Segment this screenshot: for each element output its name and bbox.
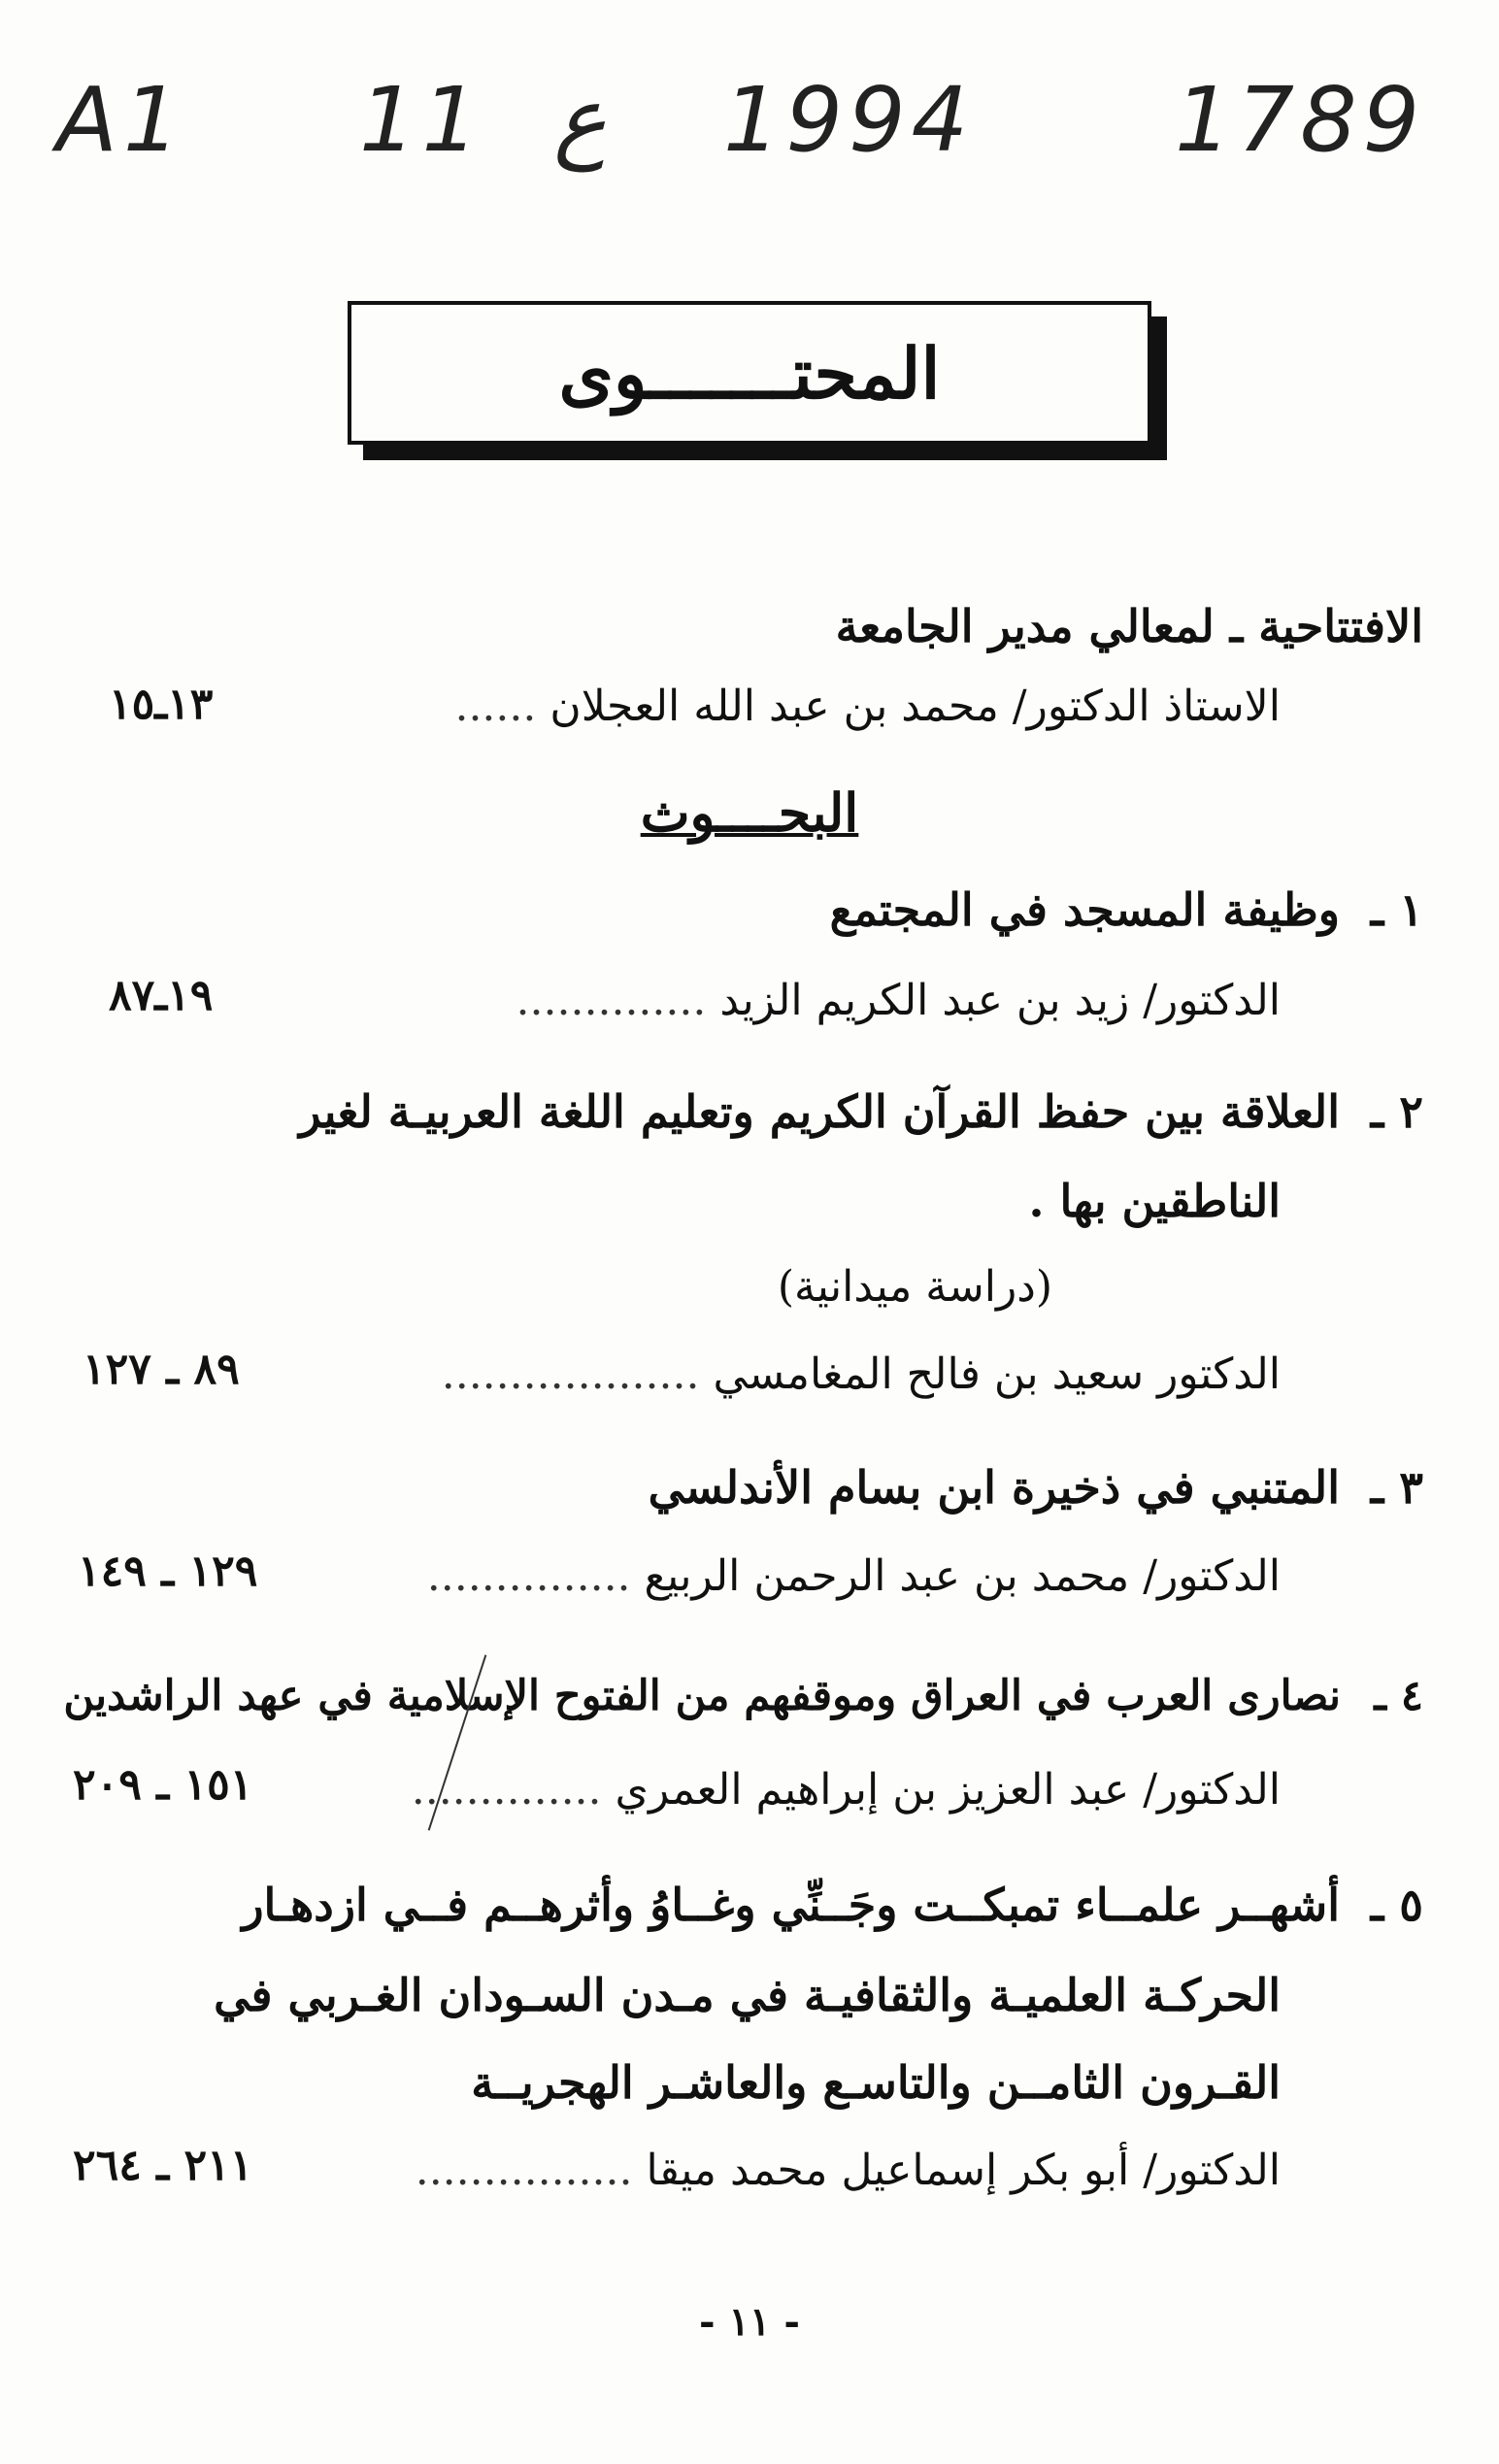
article-4-number: ٤ ـ	[1374, 1672, 1423, 1720]
article-2-title	[299, 1085, 1423, 1138]
article-1-author-line	[516, 976, 1281, 1025]
contents-title-box	[348, 301, 1151, 445]
article-3-title-line-1: المتنبي في ذخيرة ابن بسام الأندلسي	[648, 1461, 1340, 1514]
article-2-dots: ...................	[441, 1349, 700, 1399]
article-4-author: الدكتور/ عبد العزيز بن إبراهيم العمري	[615, 1765, 1281, 1815]
article-5-title-line-2: الحركـة العلميـة والثقافيـة في مـدن السـودان الغـربي في	[214, 1969, 1281, 2021]
article-3-title	[649, 1461, 1423, 1514]
article-4-dots: ..............	[411, 1765, 602, 1815]
article-1-dots: ..............	[516, 976, 707, 1025]
article-4-pages: ١٥١ ـ ٢٠٩	[73, 1760, 253, 1810]
article-1-number: ١ ـ	[1370, 883, 1423, 936]
article-1-title	[830, 883, 1423, 936]
handwritten-code: A1	[56, 68, 186, 172]
article-1-pages: ١٩ـ٨٧	[109, 971, 214, 1020]
handwritten-year: 1994	[723, 68, 975, 172]
article-3-number: ٣ ـ	[1370, 1461, 1423, 1514]
article-5-title	[242, 1879, 1423, 1931]
opening-heading: الافتتاحية ـ لمعالي مدير الجامعة	[835, 600, 1423, 652]
article-2-author: الدكتور سعيد بن فالح المغامسي	[713, 1349, 1281, 1399]
opening-pages: ١٣ـ١٥	[109, 680, 214, 729]
opening-author-line	[454, 682, 1281, 731]
article-5-author: الدكتور/ أبو بكر إسماعيل محمد ميقا	[646, 2146, 1281, 2195]
article-5-dots: ................	[415, 2146, 633, 2195]
article-2-title-line-2: الناطقين بها .	[1028, 1175, 1281, 1227]
contents-title: المحتـــــــوى	[558, 331, 941, 415]
article-5-title-line-3: القـرون الثامــن والتاسـع والعاشـر الهجريــة	[471, 2056, 1281, 2109]
page-number: - ١١ -	[698, 2299, 801, 2345]
handwritten-issue: 11	[359, 68, 485, 172]
article-2-pages: ٨٩ ـ ١٢٧	[83, 1345, 240, 1394]
article-2-author-line	[442, 1349, 1281, 1399]
article-3-author: الدكتور/ محمد بن عبد الرحمن الربيع	[644, 1551, 1281, 1601]
article-5-pages: ٢١١ ـ ٢٦٤	[73, 2141, 253, 2190]
handwritten-number: 1789	[1175, 68, 1426, 172]
article-1-title-line-1: وظيفة المسجد في المجتمع	[829, 883, 1340, 936]
handwritten-letter: ع	[553, 68, 607, 172]
article-3-dots: ...............	[426, 1551, 631, 1601]
article-2-subtitle: (دراسة ميدانية)	[777, 1262, 1052, 1312]
article-3-author-line	[427, 1551, 1281, 1601]
article-5-title-line-1: أشهــر علمــاء تمبكــت وجَــنِّي وغــاوُ وأثرهــم فــي ازدهـار	[242, 1879, 1340, 1931]
section-title: البحــــوث	[640, 782, 859, 844]
article-5-number: ٥ ـ	[1370, 1879, 1423, 1931]
article-3-pages: ١٢٩ ـ ١٤٩	[78, 1547, 258, 1596]
article-2-title-line-1: العلاقة بين حفظ القرآن الكريم وتعليم اللغة العربيـة لغير	[299, 1085, 1340, 1138]
article-4-title-line-1: نصارى العرب في العراق وموقفهم من الفتوح الإسلامية في عهد الراشدين	[63, 1672, 1342, 1720]
article-4-title	[63, 1672, 1423, 1720]
opening-author: الاستاذ الدكتور/ محمد بن عبد الله العجلان	[550, 682, 1281, 731]
article-5-author-line	[416, 2146, 1281, 2195]
article-2-number: ٢ ـ	[1370, 1085, 1423, 1138]
article-4-author-line	[412, 1765, 1281, 1815]
opening-dots: ......	[454, 682, 537, 731]
article-1-author: الدكتور/ زيد بن عبد الكريم الزيد	[719, 976, 1281, 1025]
